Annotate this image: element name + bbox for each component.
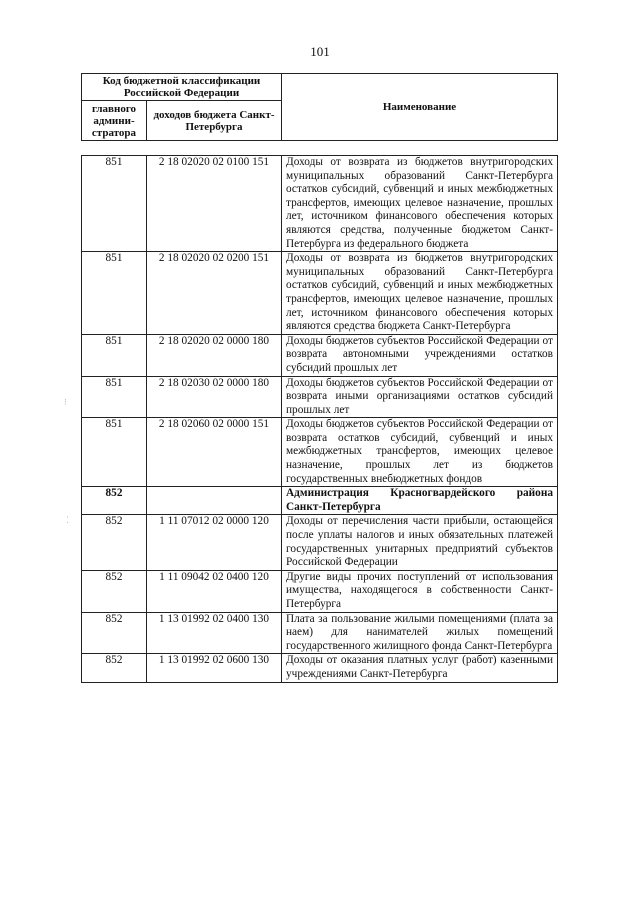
table-row [82, 515, 558, 570]
table-row [82, 487, 558, 515]
margin-mark: ⁚ [66, 516, 69, 526]
income-code-cell [147, 487, 282, 515]
admin-code-cell: 852 [82, 487, 147, 515]
header-income: доходов бюджета Санкт-Петербурга [147, 101, 282, 141]
name-cell: Доходы от возврата из бюджетов внутригородских муниципальных образований Санкт-Петербурга остатков субсидий, субвенций и иных межбюджетных трансфертов, имеющих целевое назначение, прошлых лет, источником финансового обеспечения которых являются средства, полученные бюджетом Санкт-Петербурга из федерального бюджета [282, 156, 558, 252]
header-admin: главного админи-стратора [82, 101, 147, 141]
admin-code-cell: 852 [82, 570, 147, 612]
admin-code-cell: 852 [82, 654, 147, 682]
income-code-cell: 1 11 09042 02 0400 120 [147, 570, 282, 612]
income-code-cell: 2 18 02020 02 0000 180 [147, 334, 282, 376]
header-code-group: Код бюджетной классификации Российской Федерации [82, 74, 282, 101]
name-cell: Доходы от возврата из бюджетов внутригородских муниципальных образований Санкт-Петербурга остатков субсидий, субвенций и иных межбюджетных трансфертов, имеющих целевое назначение, прошлых лет, источником финансового обеспечения которых являются средства бюджета Санкт-Петербурга [282, 252, 558, 335]
table-row [82, 612, 558, 654]
admin-code-cell: 852 [82, 515, 147, 570]
name-cell: Доходы бюджетов субъектов Российской Федерации от возврата иными организациями остатков субсидий прошлых лет [282, 376, 558, 418]
admin-code-cell: 851 [82, 376, 147, 418]
table-row [82, 252, 558, 335]
name-cell: Доходы от перечисления части прибыли, остающейся после уплаты налогов и иных обязательных платежей государственных унитарных предприятий субъектов Российской Федерации [282, 515, 558, 570]
table-row [82, 654, 558, 682]
name-cell: Плата за пользование жилыми помещениями (плата за наем) для нанимателей жилых помещений государственного жилищного фонда Санкт-Петербурга [282, 612, 558, 654]
admin-code-cell: 851 [82, 252, 147, 335]
name-cell: Администрация Красногвардейского района Санкт-Петербурга [282, 487, 558, 515]
income-code-cell: 1 13 01992 02 0600 130 [147, 654, 282, 682]
name-cell: Доходы бюджетов субъектов Российской Федерации от возврата остатков субсидий, субвенций и иных межбюджетных трансфертов, имеющих целевое назначение, прошлых лет из бюджетов государственных внебюджетных фондов [282, 418, 558, 487]
table-row [82, 376, 558, 418]
income-code-cell: 2 18 02020 02 0200 151 [147, 252, 282, 335]
income-code-cell: 2 18 02030 02 0000 180 [147, 376, 282, 418]
header-table [81, 73, 558, 141]
table-row [82, 334, 558, 376]
income-code-cell: 2 18 02020 02 0100 151 [147, 156, 282, 252]
page-number: 101 [310, 44, 330, 59]
name-cell: Доходы бюджетов субъектов Российской Федерации от возврата автономными учреждениями остатков субсидий прошлых лет [282, 334, 558, 376]
name-cell: Другие виды прочих поступлений от использования имущества, находящегося в собственности Санкт-Петербурга [282, 570, 558, 612]
budget-table [81, 155, 558, 683]
admin-code-cell: 852 [82, 612, 147, 654]
table-row [82, 570, 558, 612]
income-code-cell: 1 13 01992 02 0400 130 [147, 612, 282, 654]
header-name: Наименование [282, 74, 558, 141]
admin-code-cell: 851 [82, 334, 147, 376]
table-row [82, 418, 558, 487]
margin-mark: ⁝ [64, 398, 67, 408]
income-code-cell: 2 18 02060 02 0000 151 [147, 418, 282, 487]
name-cell: Доходы от оказания платных услуг (работ) казенными учреждениями Санкт-Петербурга [282, 654, 558, 682]
income-code-cell: 1 11 07012 02 0000 120 [147, 515, 282, 570]
admin-code-cell: 851 [82, 156, 147, 252]
admin-code-cell: 851 [82, 418, 147, 487]
table-row [82, 156, 558, 252]
